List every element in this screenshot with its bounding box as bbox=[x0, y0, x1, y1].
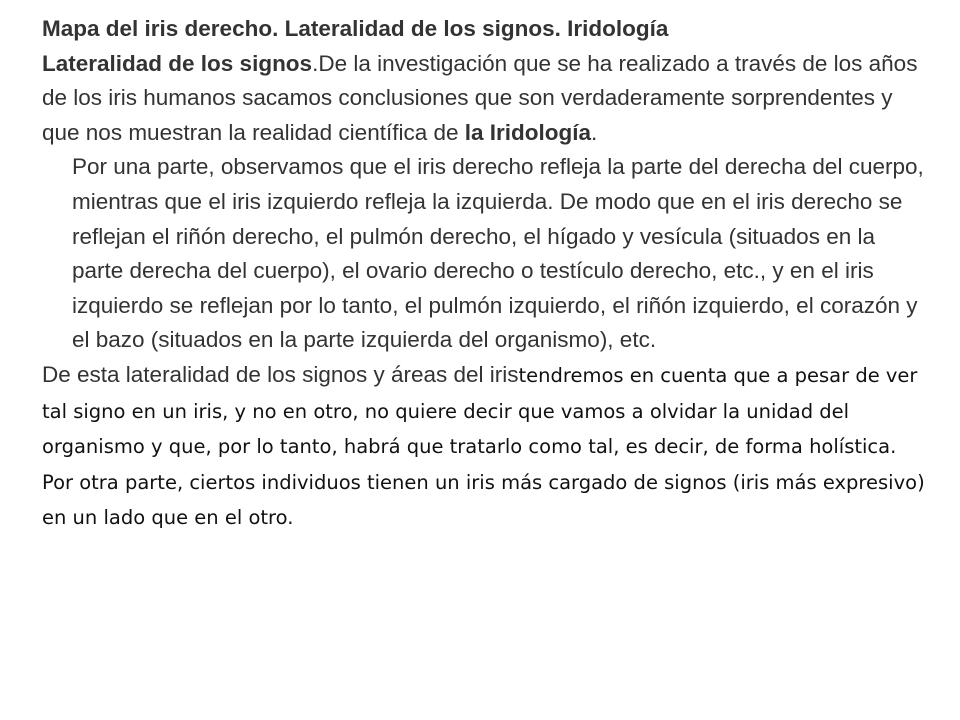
paragraph-1-end: . bbox=[591, 119, 598, 145]
subheading: Lateralidad de los signos bbox=[42, 50, 313, 76]
paragraph-1 bbox=[42, 47, 932, 151]
paragraph-2-text: Por una parte, observamos que el iris derecho refleja la parte del derecha del cuerpo, mientras que el iris izquierdo refleja la izquierda. De modo que en el iris derecho se reflejan el riñón derecho, el pulmón derecho, el hígado y vesícula (situados en la parte derecha del cuerpo), el ovario derecho o testículo derecho, etc., y en el iris izquierdo se reflejan por lo tanto, el pulmón izquierdo, el riñón izquierdo, el corazón y el bazo (situados en la parte izquierda del organismo), etc. bbox=[72, 154, 924, 353]
text-block bbox=[42, 12, 932, 536]
paragraph-2 bbox=[42, 150, 932, 358]
heading-text: Mapa del iris derecho. Lateralidad de los signos. Iridología bbox=[42, 16, 669, 41]
paragraph-1-text: .De la investigación que se ha realizado a través de los años de los iris humanos sacamos conclusiones que son verdaderamente sorprendentes y que nos muestran la realidad científica de bbox=[42, 50, 918, 145]
heading bbox=[42, 12, 932, 47]
paragraph-3-rest: tendremos en cuenta que a pesar de ver tal signo en un iris, y no en otro, no quiere decir que vamos a olvidar la unidad del organismo y que, por lo tanto, habrá que tratarlo como tal, es decir, de forma holística. Por otra parte, ciertos individuos tienen un iris más cargado de signos (iris más expresivo) en un lado que en el otro. bbox=[42, 363, 925, 530]
paragraph-3-start: De esta lateralidad de los signos y áreas del iris bbox=[42, 361, 519, 387]
paragraph-3 bbox=[42, 358, 932, 536]
iridology-term: la Iridología bbox=[464, 119, 592, 145]
